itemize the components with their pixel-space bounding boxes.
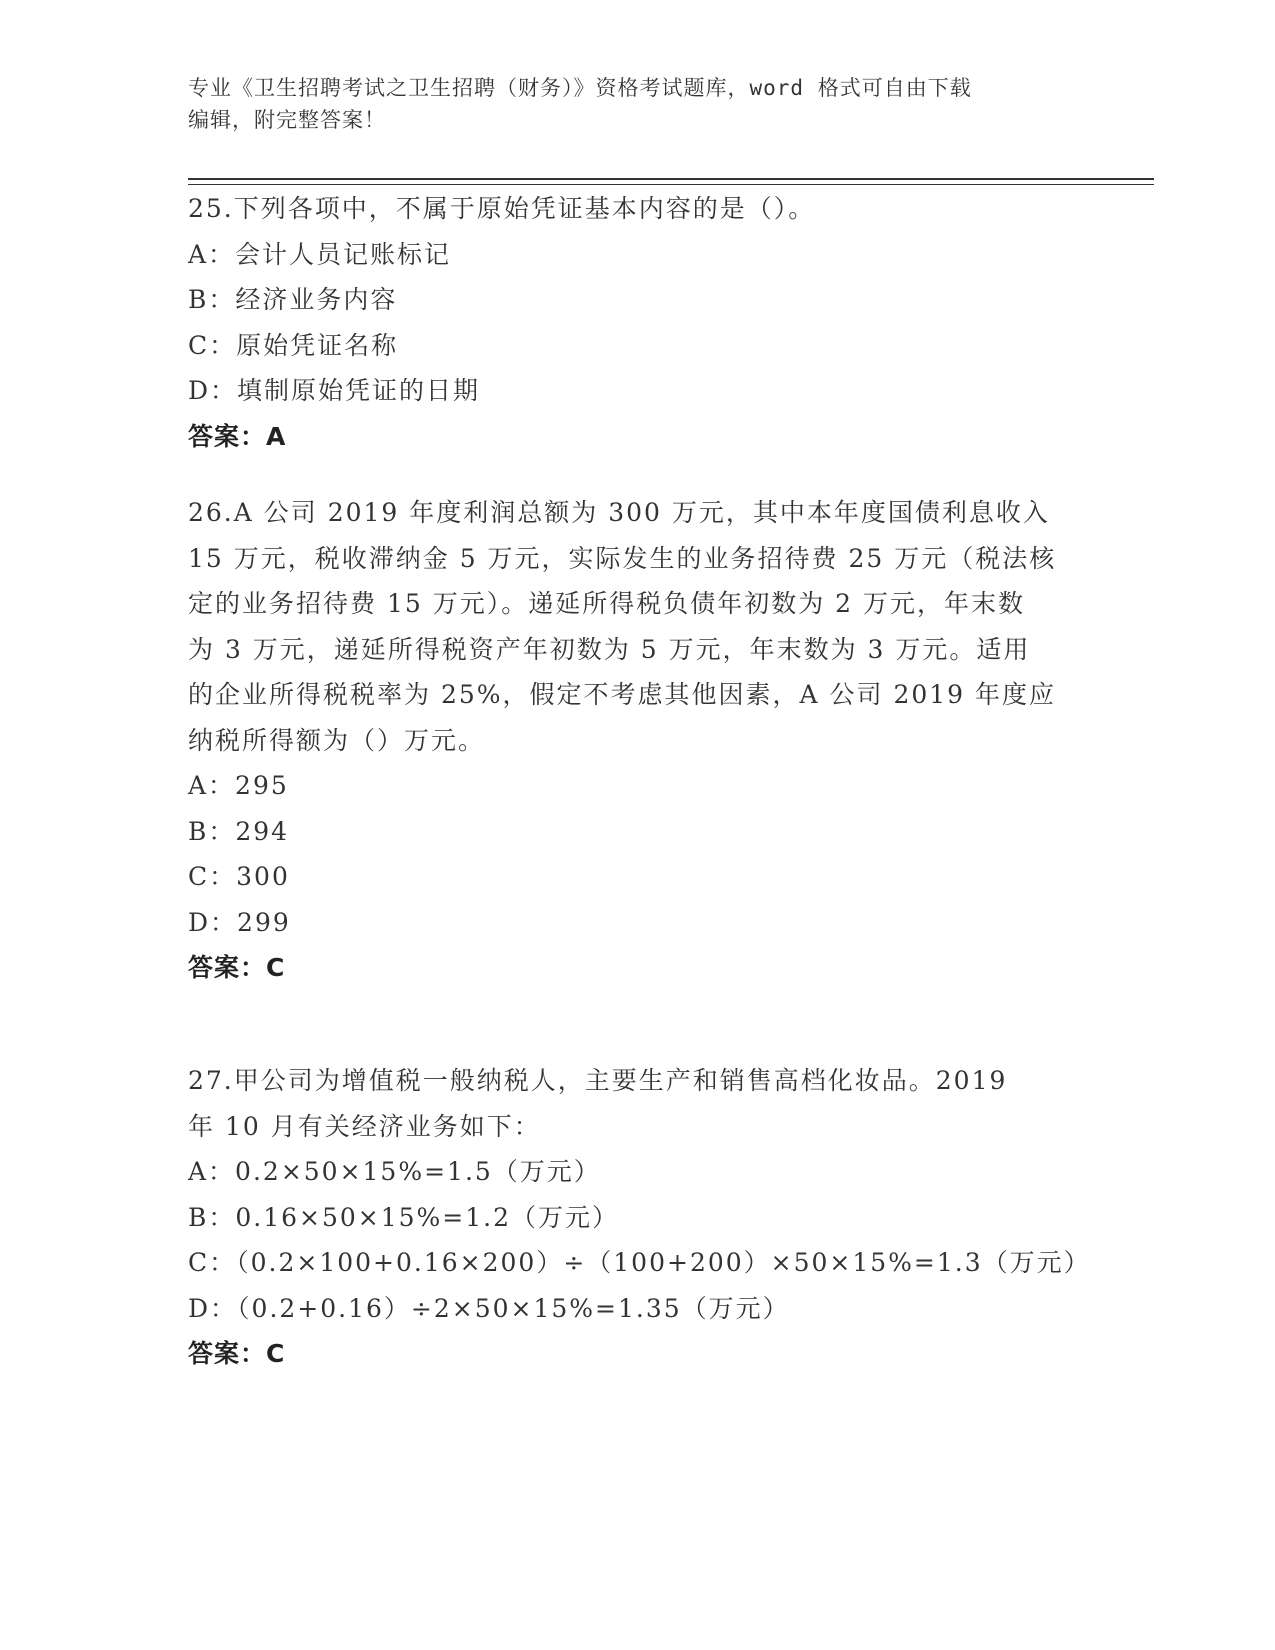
- question-27: [188, 1058, 1091, 1377]
- option-d: D：填制原始凭证的日期: [188, 376, 481, 405]
- question-stem-line: 27.甲公司为增值税一般纳税人，主要生产和销售高档化妆品。2019: [188, 1066, 1008, 1095]
- option-b: B：经济业务内容: [188, 285, 398, 314]
- option-b: B：294: [188, 816, 290, 846]
- question-stem-line: 纳税所得额为（）万元。: [188, 725, 486, 755]
- question-stem-line: 的企业所得税税率为 25%，假定不考虑其他因素，A 公司 2019 年度应: [188, 680, 1057, 709]
- header-divider-thin: [188, 184, 1154, 185]
- option-c: C：原始凭证名称: [188, 330, 399, 360]
- option-a: A：0.2×50×15%=1.5（万元）: [188, 1157, 601, 1186]
- question-stem-line: 年 10 月有关经济业务如下：: [188, 1111, 541, 1141]
- answer: 答案：C: [188, 1339, 286, 1368]
- question-25: [188, 186, 1088, 459]
- question-stem-line: 26.A 公司 2019 年度利润总额为 300 万元，其中本年度国债利息收入: [188, 498, 1050, 527]
- header-line-1: 专业《卫生招聘考试之卫生招聘（财务）》资格考试题库，word 格式可自由下载: [188, 76, 972, 100]
- option-d: D：（0.2+0.16）÷2×50×15%=1.35（万元）: [188, 1293, 790, 1323]
- question-stem-line: 25.下列各项中，不属于原始凭证基本内容的是（）。: [188, 194, 816, 223]
- question-stem-line: 15 万元，税收滞纳金 5 万元，实际发生的业务招待费 25 万元（税法核: [188, 543, 1057, 573]
- header-divider-thick: [188, 178, 1154, 180]
- option-c: C：（0.2×100+0.16×200）÷（100+200）×50×15%=1.3（万元）: [188, 1248, 1091, 1277]
- question-stem-line: 定的业务招待费 15 万元）。递延所得税负债年初数为 2 万元，年末数: [188, 589, 1026, 618]
- header-line-2: 编辑，附完整答案！: [188, 108, 386, 132]
- option-a: A：295: [188, 771, 289, 800]
- answer: 答案：C: [188, 953, 286, 982]
- option-b: B：0.16×50×15%=1.2（万元）: [188, 1202, 620, 1232]
- document-header: [188, 72, 1068, 136]
- answer: 答案：A: [188, 421, 287, 451]
- question-26: [188, 490, 1088, 991]
- question-stem-line: 为 3 万元，递延所得税资产年初数为 5 万元，年末数为 3 万元。适用: [188, 634, 1031, 664]
- option-c: C：300: [188, 862, 290, 891]
- option-a: A：会计人员记账标记: [188, 239, 452, 269]
- option-d: D：299: [188, 907, 291, 937]
